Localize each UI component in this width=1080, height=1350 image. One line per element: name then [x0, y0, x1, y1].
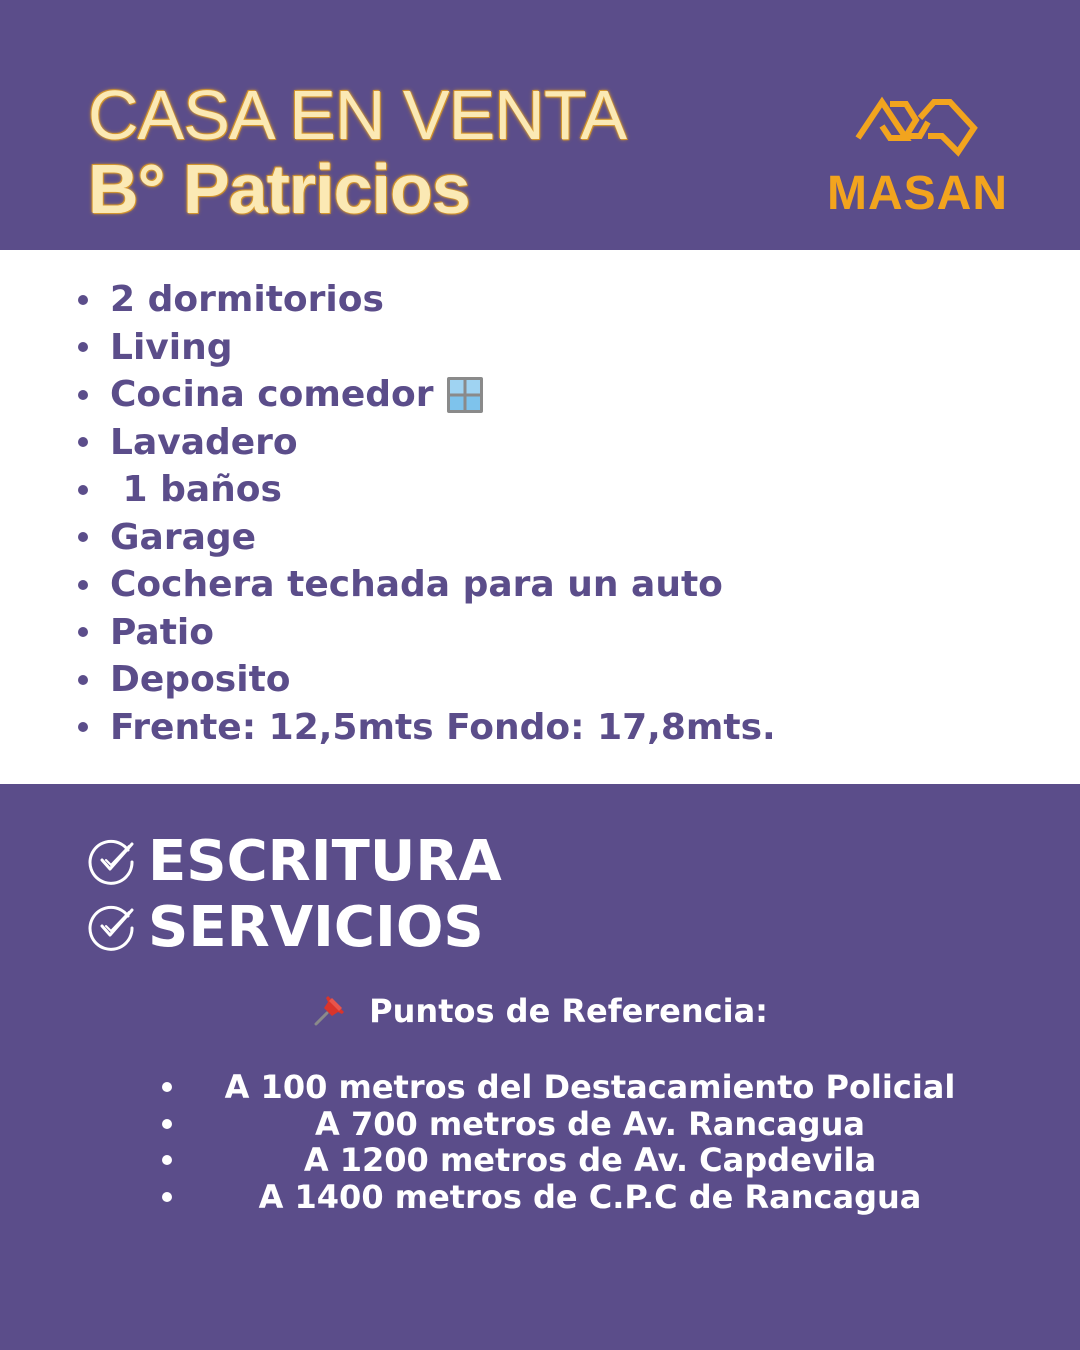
check-circle-icon: [88, 836, 138, 886]
reference-label: A 700 metros de Av. Rancagua: [315, 1104, 865, 1143]
references-title: Puntos de Referencia:: [369, 992, 768, 1030]
bullet: [162, 1119, 172, 1129]
check-item: [88, 894, 502, 960]
bullet: [78, 390, 88, 400]
references-heading: [0, 992, 1080, 1030]
bullet: [78, 342, 88, 352]
feature-label: Cocina comedor: [110, 374, 434, 416]
window-icon: [446, 376, 484, 414]
bullet: [78, 532, 88, 542]
bullet: [78, 295, 88, 305]
reference-label: A 1400 metros de C.P.C de Rancagua: [258, 1177, 922, 1216]
feature-label: Cochera techada para un auto: [110, 564, 723, 606]
bullet: [162, 1155, 172, 1165]
feature-label: Patio: [110, 611, 214, 653]
list-item: [160, 1068, 980, 1105]
list-item: [78, 419, 776, 467]
list-item: [78, 276, 776, 324]
list-item: [78, 324, 776, 372]
bullet: [162, 1192, 172, 1202]
title-line-2: B° Patricios: [88, 150, 470, 228]
masan-logo: [810, 92, 1025, 222]
check-circle-icon: [88, 902, 138, 952]
feature-label: Lavadero: [110, 421, 298, 463]
features-panel: [0, 250, 1080, 784]
bullet: [78, 627, 88, 637]
reference-label: A 1200 metros de Av. Capdevila: [303, 1141, 877, 1179]
feature-label: Frente: 12,5mts Fondo: 17,8mts.: [110, 706, 776, 748]
list-item: [78, 656, 776, 704]
bullet: [78, 580, 88, 590]
feature-label: Living: [110, 326, 233, 368]
list-item: [160, 1178, 980, 1215]
list-item: [78, 514, 776, 562]
feature-label: Deposito: [110, 659, 291, 701]
list-item: [78, 704, 776, 752]
reference-label: A 100 metros del Destacamiento Policial: [224, 1068, 956, 1106]
bullet: [162, 1082, 172, 1092]
bullet: [78, 485, 88, 495]
bullet: [78, 675, 88, 685]
list-item: [78, 371, 776, 419]
list-item: [160, 1105, 980, 1142]
bullet: [78, 437, 88, 447]
list-item: [78, 561, 776, 609]
check-label: SERVICIOS: [148, 894, 484, 960]
references-list: [160, 1068, 980, 1214]
list-item: [160, 1141, 980, 1178]
checks-list: [88, 828, 502, 960]
feature-label: Garage: [110, 516, 257, 558]
pushpin-icon: [312, 992, 348, 1028]
title-line-1: CASA EN VENTA: [88, 76, 627, 154]
check-item: [88, 828, 502, 894]
feature-label: 1 baños: [110, 469, 282, 511]
list-item: [78, 466, 776, 514]
logo-text: MASAN: [827, 167, 1008, 220]
page-title: [88, 78, 626, 226]
house-outline-logo-icon: [854, 92, 980, 158]
feature-label: 2 dormitorios: [110, 279, 384, 321]
header: [0, 0, 1080, 250]
bullet: [78, 722, 88, 732]
check-label: ESCRITURA: [148, 828, 502, 894]
features-list: [78, 276, 776, 751]
list-item: [78, 609, 776, 657]
